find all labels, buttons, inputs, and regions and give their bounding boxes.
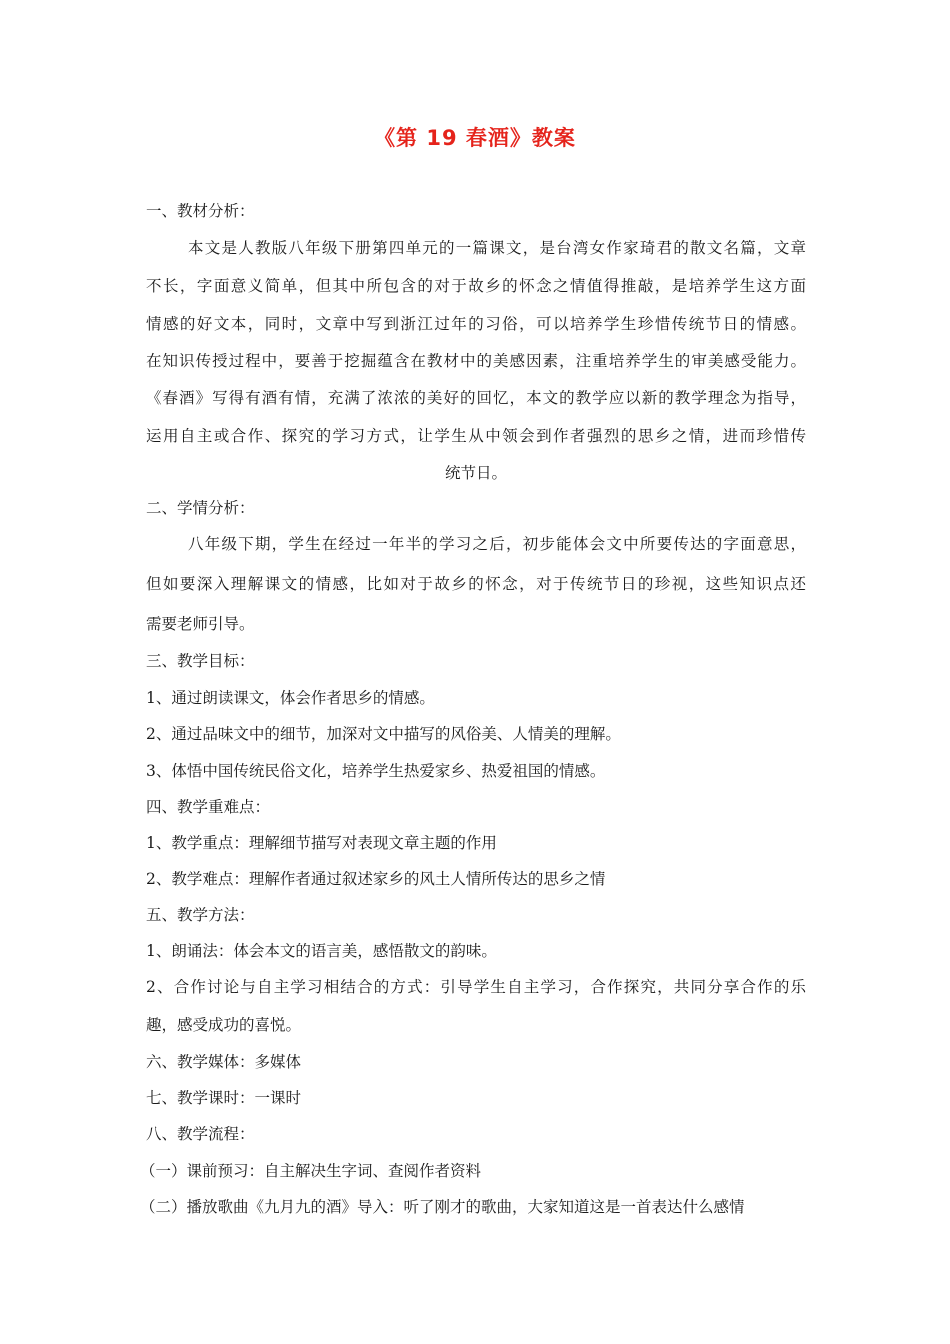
document-title: 《第 19 春酒》教案 — [374, 126, 576, 150]
paragraph-line: 需要老师引导。 — [146, 615, 255, 633]
section-heading-objectives: 三、教学目标： — [146, 652, 255, 670]
list-item: 趣，感受成功的喜悦。 — [146, 1016, 302, 1034]
section-heading-learner-analysis: 二、学情分析： — [146, 499, 255, 517]
section-heading-key-points: 四、教学重难点： — [146, 798, 271, 816]
paragraph-line: 本文是人教版八年级下册第四单元的一篇课文，是台湾女作家琦君的散文名篇，文章 — [188, 239, 806, 257]
section-heading-periods: 七、教学课时：一课时 — [146, 1089, 302, 1107]
paragraph-line: 运用自主或合作、探究的学习方式，让学生从中领会到作者强烈的思乡之情，进而珍惜传 — [146, 427, 806, 445]
section-heading-material-analysis: 一、教材分析： — [146, 202, 255, 220]
list-item: （一）课前预习：自主解决生字词、查阅作者资料 — [140, 1162, 482, 1180]
list-item: 2、教学难点：理解作者通过叙述家乡的风土人情所传达的思乡之情 — [146, 870, 606, 888]
paragraph-line: 不长，字面意义简单，但其中所包含的对于故乡的怀念之情值得推敲，是培养学生这方面 — [146, 277, 806, 295]
list-item: 1、通过朗读课文，体会作者思乡的情感。 — [146, 689, 435, 707]
paragraph-line: 八年级下期，学生在经过一年半的学习之后，初步能体会文中所要传达的字面意思， — [188, 535, 806, 553]
list-item: 1、朗诵法：体会本文的语言美，感悟散文的韵味。 — [146, 942, 497, 960]
list-item: 1、教学重点：理解细节描写对表现文章主题的作用 — [146, 834, 497, 852]
section-heading-methods: 五、教学方法： — [146, 906, 255, 924]
list-item: 2、通过品味文中的细节，加深对文中描写的风俗美、人情美的理解。 — [146, 725, 621, 743]
paragraph-line: 但如要深入理解课文的情感，比如对于故乡的怀念，对于传统节日的珍视，这些知识点还 — [146, 575, 806, 593]
list-item: 3、体悟中国传统民俗文化，培养学生热爱家乡、热爱祖国的情感。 — [146, 762, 606, 780]
paragraph-line: 《春酒》写得有酒有情，充满了浓浓的美好的回忆，本文的教学应以新的教学理念为指导， — [146, 389, 806, 407]
paragraph-line: 情感的好文本，同时，文章中写到浙江过年的习俗，可以培养学生珍惜传统节日的情感。 — [146, 315, 806, 333]
paragraph-line: 在知识传授过程中，要善于挖掘蕴含在教材中的美感因素，注重培养学生的审美感受能力。 — [146, 352, 806, 370]
section-heading-procedure: 八、教学流程： — [146, 1125, 255, 1143]
list-item: （二）播放歌曲《九月九的酒》导入：听了刚才的歌曲，大家知道这是一首表达什么感情 — [140, 1198, 745, 1216]
paragraph-line: 统节日。 — [444, 464, 507, 482]
section-heading-media: 六、教学媒体：多媒体 — [146, 1053, 302, 1071]
list-item: 2、合作讨论与自主学习相结合的方式：引导学生自主学习，合作探究，共同分享合作的乐 — [146, 978, 806, 996]
